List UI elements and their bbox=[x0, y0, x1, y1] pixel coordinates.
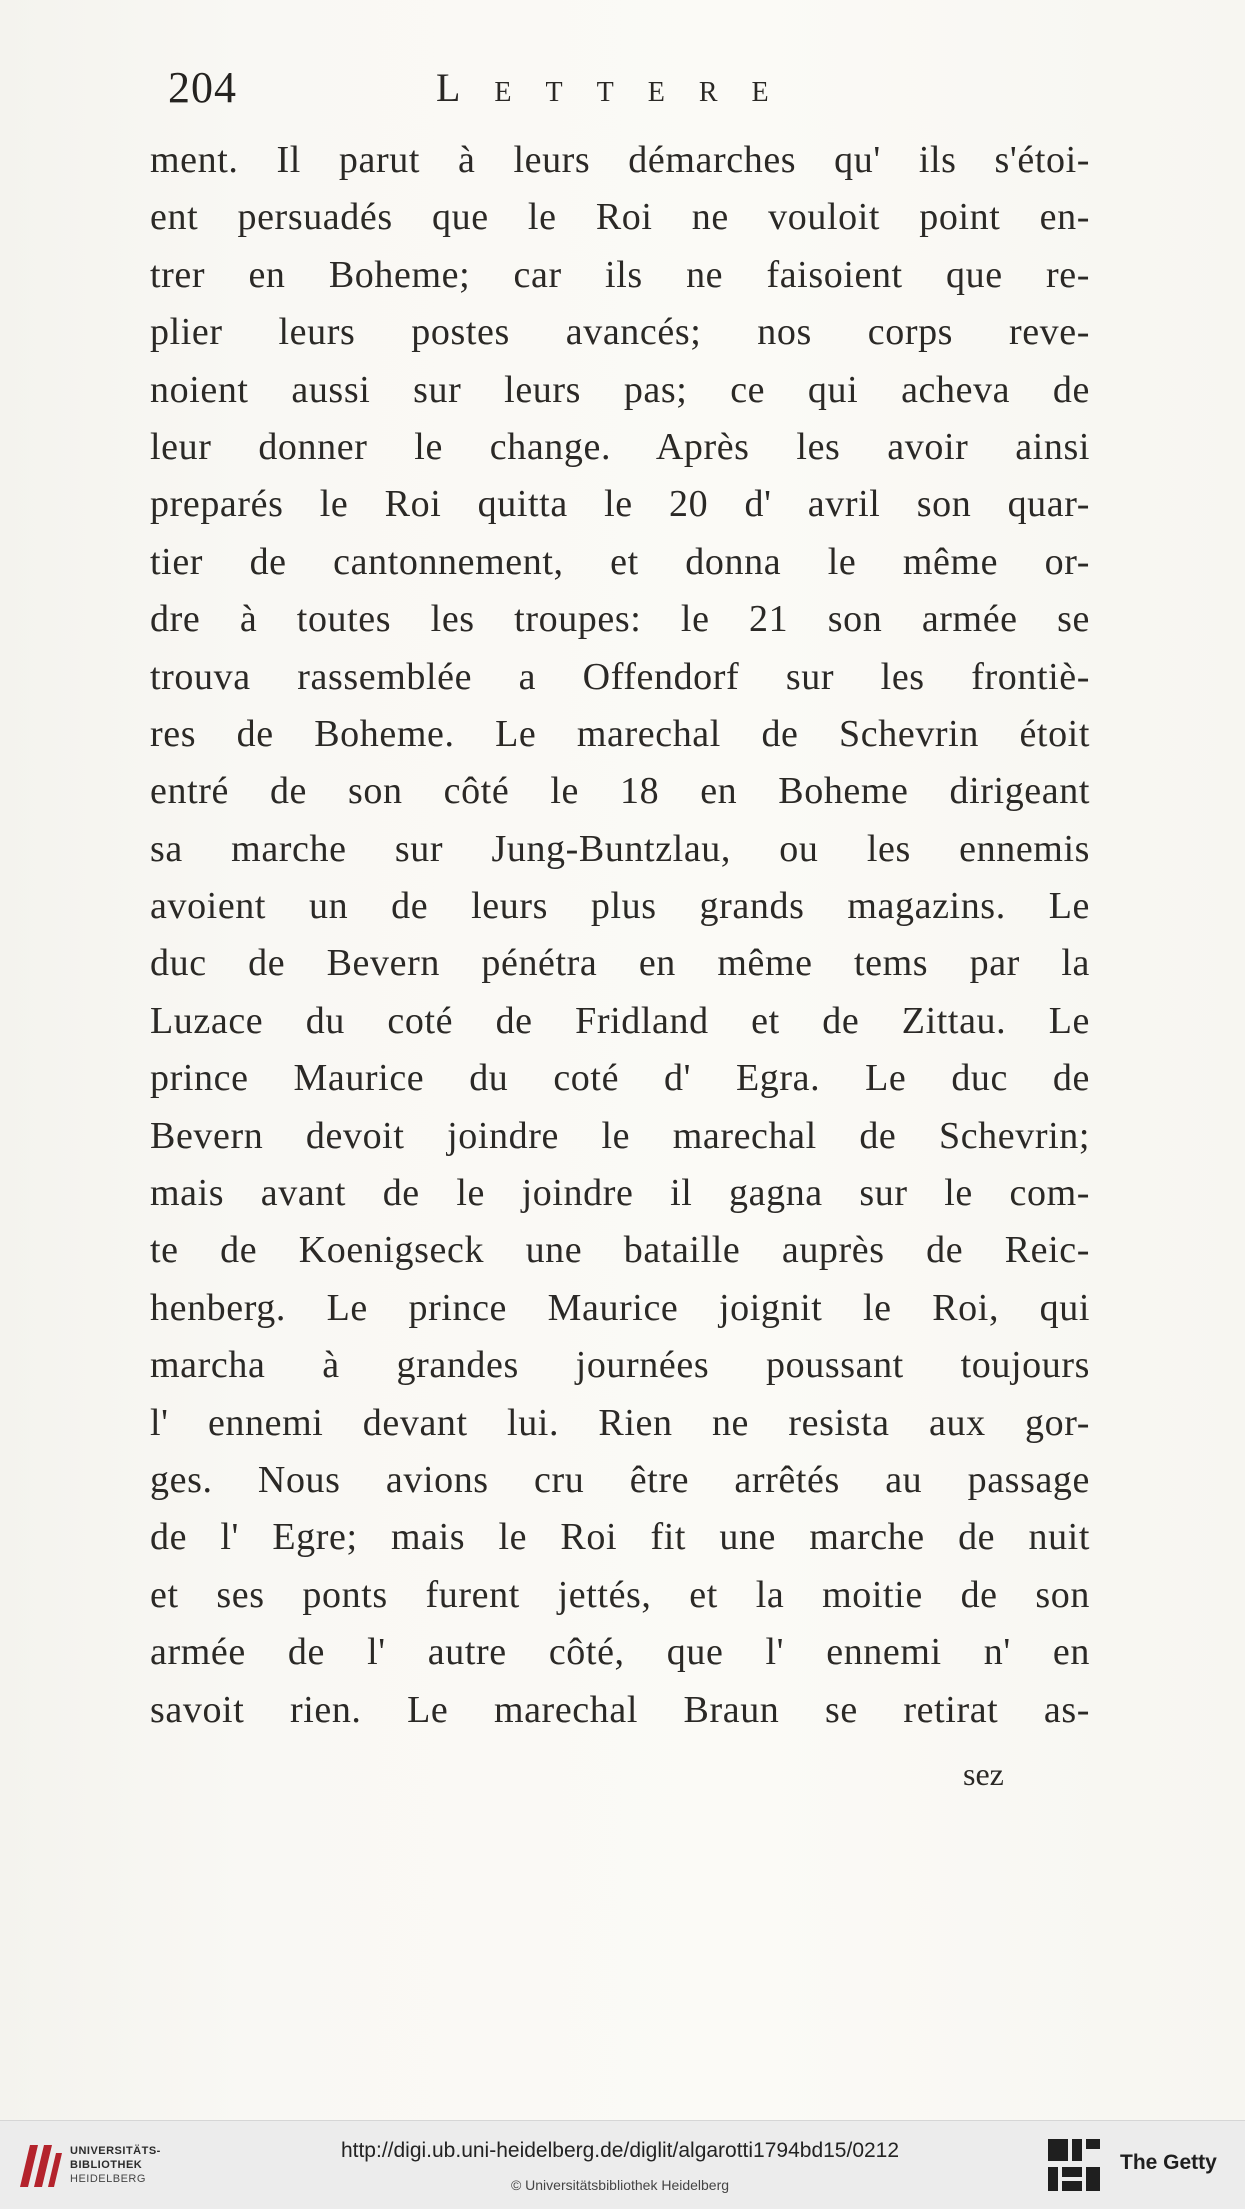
getty-logo[interactable] bbox=[1046, 2135, 1236, 2195]
text-line: leur donner le change. Après les avoir ainsi bbox=[150, 425, 1090, 468]
text-line: avoient un de leurs plus grands magazins. Le bbox=[150, 885, 1090, 928]
running-title: Lettere bbox=[436, 65, 803, 110]
library-name-line2: BIBLIOTHEK bbox=[70, 2159, 143, 2171]
text-line: henberg. Le prince Maurice joignit le Roi, qui bbox=[150, 1286, 1090, 1329]
text-line: l' ennemi devant lui. Rien ne resista aux gor- bbox=[150, 1401, 1090, 1444]
text-line: trouva rassemblée a Offendorf sur les frontiè- bbox=[150, 655, 1090, 698]
page-header bbox=[168, 62, 1128, 132]
text-line: de l' Egre; mais le Roi fit une marche de nuit bbox=[150, 1516, 1090, 1559]
text-line: ent persuadés que le Roi ne vouloit point en- bbox=[150, 196, 1090, 239]
text-line: entré de son côté le 18 en Boheme dirigeant bbox=[150, 770, 1090, 813]
text-line: Luzace du coté de Fridland et de Zittau. Le bbox=[150, 999, 1090, 1042]
text-line: et ses ponts furent jettés, et la moitie de son bbox=[150, 1573, 1090, 1616]
library-name-line3: HEIDELBERG bbox=[70, 2173, 146, 2185]
text-line: ment. Il parut à leurs démarches qu' ils s'étoi- bbox=[150, 139, 1090, 181]
text-line: sa marche sur Jung-Buntzlau, ou les ennemis bbox=[150, 827, 1090, 870]
ub-logo-icon bbox=[14, 2137, 66, 2193]
text-line: trer en Boheme; car ils ne faisoient que re- bbox=[150, 253, 1090, 296]
text-line: Bevern devoit joindre le marechal de Schevrin; bbox=[150, 1114, 1090, 1157]
text-line: duc de Bevern pénétra en même tems par la bbox=[150, 942, 1090, 985]
library-name-line1: UNIVERSITÄTS- bbox=[70, 2145, 161, 2157]
text-line: plier leurs postes avancés; nos corps reve- bbox=[150, 311, 1090, 354]
footer-bar bbox=[0, 2120, 1245, 2209]
text-line: savoit rien. Le marechal Braun se retirat as- bbox=[150, 1688, 1090, 1731]
partner-name: The Getty bbox=[1120, 2151, 1217, 2174]
text-line: te de Koenigseck une bataille auprès de Reic- bbox=[150, 1229, 1090, 1272]
getty-icon bbox=[1046, 2135, 1102, 2195]
text-line: dre à toutes les troupes: le 21 son armée se bbox=[150, 598, 1090, 641]
copyright-notice: © Universitätsbibliothek Heidelberg bbox=[510, 2177, 730, 2193]
text-line: mais avant de le joindre il gagna sur le com- bbox=[150, 1172, 1090, 1215]
text-line: armée de l' autre côté, que l' ennemi n' en bbox=[150, 1631, 1090, 1674]
text-line: noient aussi sur leurs pas; ce qui acheva de bbox=[150, 368, 1090, 411]
text-line: preparés le Roi quitta le 20 d' avril son quar- bbox=[150, 483, 1090, 526]
text-line: ges. Nous avions cru être arrêtés au passage bbox=[150, 1458, 1090, 1501]
text-line: marcha à grandes journées poussant toujours bbox=[150, 1344, 1090, 1387]
catchword: sez bbox=[963, 1756, 1004, 1792]
body-text bbox=[150, 132, 1090, 1739]
text-line: tier de cantonnement, et donna le même or- bbox=[150, 540, 1090, 583]
page-number: 204 bbox=[168, 63, 237, 112]
text-line: res de Boheme. Le marechal de Schevrin étoit bbox=[150, 712, 1090, 755]
text-line: prince Maurice du coté d' Egra. Le duc de bbox=[150, 1057, 1090, 1100]
permalink-url[interactable]: http://digi.ub.uni-heidelberg.de/diglit/algarotti1794bd15/0212 bbox=[340, 2139, 900, 2162]
ub-heidelberg-logo[interactable] bbox=[14, 2135, 184, 2195]
